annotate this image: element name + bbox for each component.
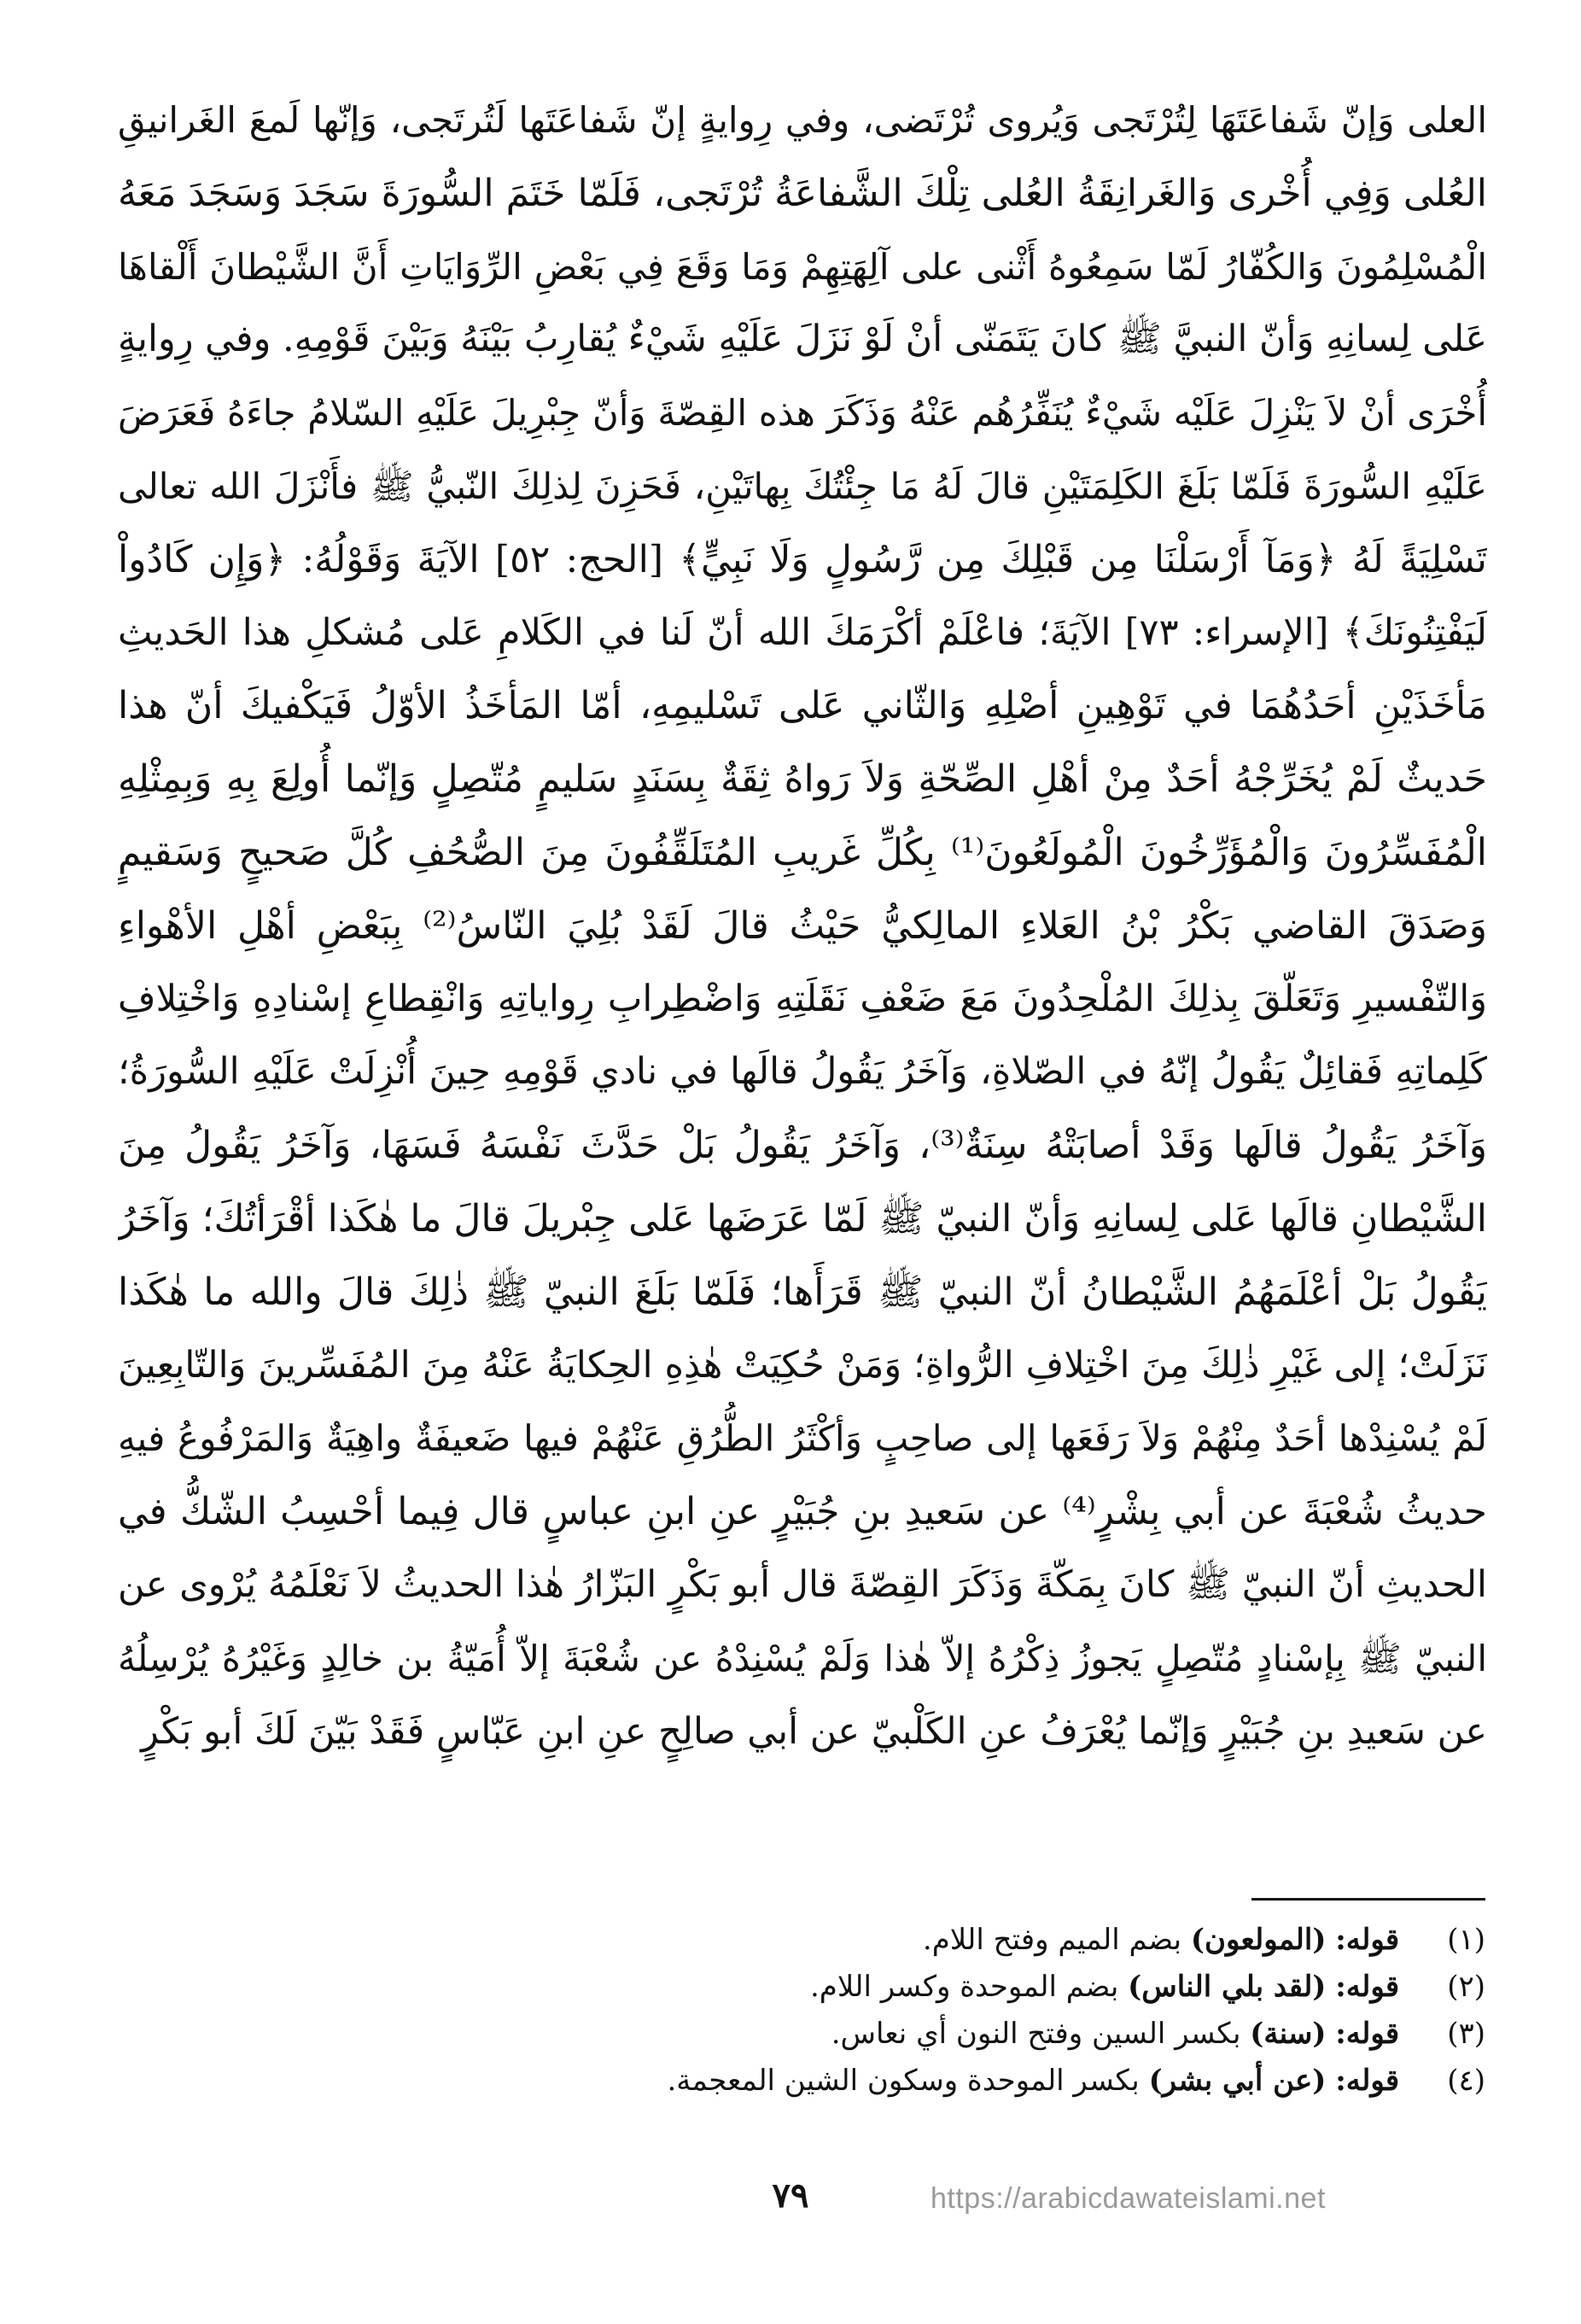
- footnote-item: [118, 2058, 1485, 2105]
- footnote-keyword: قوله:: [1335, 1923, 1400, 1957]
- text-line: عن سَعيدِ بنِ جُبَيْرٍ وَإنّما يُعْرَفُ عنِ الكَلْبيّ عن أبي صالِحٍ عنِ ابنِ عَبّاسٍ فَقَدْ بَيّنَ لَكَ أبو بَكْرٍ: [141, 1709, 1487, 1753]
- text-line: الْمُفَسِّرُونَ وَالْمُؤَرِّخُونَ الْمُولَعُونَ⁽¹⁾ بِكُلِّ غَريبِ المُتَلَقِّفُونَ مِنَ الصُّحُفِ كُلَّ صَحيحٍ وَسَقيمٍ: [118, 830, 1487, 874]
- footnote-item: [118, 1917, 1485, 1964]
- footnote-number: (٤): [1447, 2064, 1485, 2098]
- text-line: الْمُسْلِمُونَ وَالكُفّارُ لَمّا سَمِعُوهُ أَثْنى على آلِهَتِهِمْ وَمَا وَقَعَ فِي بَعْضِ الرِّوَايَاتِ أَنَّ الشَّيْطانَ أَلْقاهَا: [118, 245, 1487, 288]
- page-number: ٧٩: [772, 2175, 809, 2216]
- footnote-term: (المولعون): [1190, 1923, 1327, 1957]
- text-line: حديثُ شُعْبَةَ عن أبي بِشْرٍ⁽⁴⁾ عن سَعيدِ بنِ جُبَيْرٍ عنِ ابنِ عباسٍ قال فِيما أحْسِبُ الشّكُّ في: [118, 1490, 1487, 1534]
- text-line: وَصَدَقَ القاضي بَكْرُ بْنُ العَلاءِ المالِكيُّ حَيْثُ قالَ لَقَدْ بُلِيَ النّاسُ⁽²⁾ بِبَعْضِ أهْلِ الأهْواءِ: [118, 903, 1487, 948]
- text-line: النبيّ ﷺ بِإسْنادٍ مُتّصِلٍ يَجوزُ ذِكْرُهُ إلاّ هٰذا وَلَمْ يُسْنِدْهُ عن شُعْبَةَ إلاّ أُمَيّةُ بن خالِدٍ وَغَيْرُهُ يُرْسِلُهُ: [118, 1637, 1487, 1679]
- text-line: لَيَفْتِنُونَكَ﴾ [الإسراء: ٧٣] الآيَةَ؛ فاعْلَمْ أكْرَمَكَ الله أنّ لَنا في الكَلامِ عَلى مُشكلِ هذا الحَديثِ: [118, 610, 1487, 654]
- footnote-note: بكسر الموحدة وسكون الشين المعجمة.: [667, 2064, 1140, 2098]
- footnote-number: (١): [1447, 1923, 1485, 1957]
- text-line: وَآخَرُ يَقُولُ قالَها وَقَدْ أصابَتْهُ سِنَةٌ⁽³⁾، وَآخَرُ يَقُولُ بَلْ حَدَّثَ نَفْسَهُ فَسَهَا، وَآخَرُ يَقُولُ مِنَ: [118, 1124, 1487, 1168]
- watermark-link[interactable]: https://arabicdawateislami.net: [931, 2182, 1326, 2215]
- footnote-term: (لقد بلي الناس): [1128, 1970, 1327, 2004]
- text-line: لَمْ يُسْنِدْها أحَدٌ مِنْهُمْ وَلاَ رَفَعَها إلى صاحِبٍ وَأكْثَرُ الطُّرُقِ عَنْهُمْ فيها ضَعيفَةٌ واهِيَةٌ وَالمَرْفُوعُ فيهِ: [118, 1417, 1487, 1460]
- footnote-keyword: قوله:: [1335, 2017, 1400, 2051]
- text-line: حَديثٌ لَمْ يُخَرِّجْهُ أحَدٌ مِنْ أهْلِ الصِّحّةِ وَلاَ رَواهُ ثِقَةٌ بِسَنَدٍ سَليمٍ مُتّصِلٍ وَإنّما أُولِعَ بِهِ وَبِمِثْلِهِ: [118, 757, 1487, 802]
- footnote-item: [118, 1964, 1485, 2011]
- text-line: نَزَلَتْ؛ إلى غَيْرِ ذٰلِكَ مِنَ اخْتِلافِ الرُّواةِ؛ وَمَنْ حُكِيَتْ هٰذِهِ الحِكايَةُ عَنْهُ مِنَ المُفَسِّرينَ وَالتّابِعِينَ: [118, 1343, 1487, 1387]
- text-line: أُخْرَى أنْ لاَ يَنْزِلَ عَلَيْه شَيْءٌ يُنَفِّرُهُم عَنْهُ وَذَكَرَ هذه القِصّةَ وَأنّ جِبْرِيلَ عَلَيْهِ السّلامُ جاءَهُ فَعَرَضَ: [118, 392, 1487, 435]
- text-line: العلى وَإنّ شَفاعَتَهَا لِتُرْتَجى وَيُروى تُرْتَضى، وفي رِوايةٍ إنّ شَفاعَتَها لَتُرتَجى، وَإنّها لَمعَ الغَرانيقِ: [118, 99, 1487, 141]
- footnote-term: (عن أبي بشر): [1148, 2064, 1327, 2098]
- footnote-note: بكسر السين وفتح النون أي نعاس.: [831, 2017, 1241, 2051]
- footnote-note: بضم الميم وفتح اللام.: [922, 1923, 1182, 1957]
- footnote-number: (٣): [1447, 2017, 1485, 2051]
- footnote-item: [118, 2011, 1485, 2058]
- text-line: تَسْلِيَةً لَهُ ﴿وَمَآ أَرْسَلْنَا مِن قَبْلِكَ مِن رَّسُولٍ وَلَا نَبِيٍّ﴾ [الحج: ٥٢] الآيَةَ وَقَوْلُهُ: ﴿وَإِن كَادُواْ: [118, 537, 1487, 581]
- footnote-term: (سنة): [1250, 2017, 1327, 2051]
- footnote-keyword: قوله:: [1335, 2064, 1400, 2098]
- footnote-number: (٢): [1447, 1970, 1485, 2004]
- text-line: وَالتّفْسيرِ وَتَعَلّقَ بِذلِكَ المُلْحِدُونَ مَعَ ضَعْفِ نَقَلَتِهِ وَاضْطِرابِ رِواياتِهِ وَانْقِطاعِ إسْنادِهِ وَاخْتِلافِ: [118, 977, 1487, 1020]
- text-line: الشَّيْطانِ قالَها عَلى لِسانِهِ وَأنّ النبيّ ﷺ لَمّا عَرَضَها عَلى جِبْريلَ قالَ ما هٰكَذا أقْرَأتُكَ؛ وَآخَرُ: [118, 1196, 1487, 1241]
- main-text-block: [118, 84, 1487, 1768]
- text-line: الحديثِ أنّ النبيّ ﷺ كانَ بِمَكّةَ وَذَكَرَ القِصّةَ قال أبو بَكْرٍ البَزّارُ هٰذا الحديثُ لاَ نَعْلَمُهُ يُرْوى عن: [118, 1562, 1487, 1606]
- text-line: العُلى وَفِي أُخْرى وَالغَرانِقَةُ العُلى تِلْكَ الشَّفاعَةُ تُرْتَجى، فَلَمّا خَتَمَ السُّورَةَ سَجَدَ وَسَجَدَ مَعَهُ: [118, 171, 1487, 215]
- footnotes-block: [118, 1917, 1485, 2105]
- footnote-note: بضم الموحدة وكسر اللام.: [809, 1970, 1119, 2004]
- text-line: مَأخَذَيْنِ أحَدُهُمَا في تَوْهِينِ أصْلِهِ وَالثّاني عَلى تَسْليمِهِ، أمّا المَأخَذُ الأوّلُ فَيَكْفيكَ أنّ هذا: [118, 684, 1487, 728]
- footnote-keyword: قوله:: [1335, 1970, 1400, 2004]
- text-line: كَلِماتِهِ فَقائِلٌ يَقُولُ إنّهُ في الصّلاةِ، وَآخَرُ يَقُولُ قالَها في نادي قَوْمِهِ حِينَ أُنْزِلَتْ عَلَيْهِ السُّورَةُ؛: [118, 1050, 1487, 1094]
- text-line: يَقُولُ بَلْ أعْلَمَهُمُ الشَّيْطانُ أنّ النبيّ ﷺ قَرَأَها؛ فَلَمّا بَلَغَ النبيّ ﷺ ذٰلِكَ قالَ والله ما هٰكَذا: [118, 1270, 1487, 1314]
- text-line: عَلَيْهِ السُّورَةَ فَلَمّا بَلَغَ الكَلِمَتَيْنِ قالَ لَهُ مَا جِئْتُكَ بِهاتَيْنِ، فَحَزِنَ لِذلِكَ النّبيُّ ﷺ فأَنْزَلَ الله تعالى: [118, 464, 1487, 507]
- footnote-divider: [1251, 1898, 1485, 1901]
- text-line: عَلى لِسانِهِ وَأنّ النبيَّ ﷺ كانَ يَتَمَنّى أنْ لَوْ نَزَلَ عَلَيْهِ شَيْءٌ يُقارِبُ بَيْنَهُ وَبَيْنَ قَوْمِهِ. وفي رِوايةٍ: [118, 318, 1487, 361]
